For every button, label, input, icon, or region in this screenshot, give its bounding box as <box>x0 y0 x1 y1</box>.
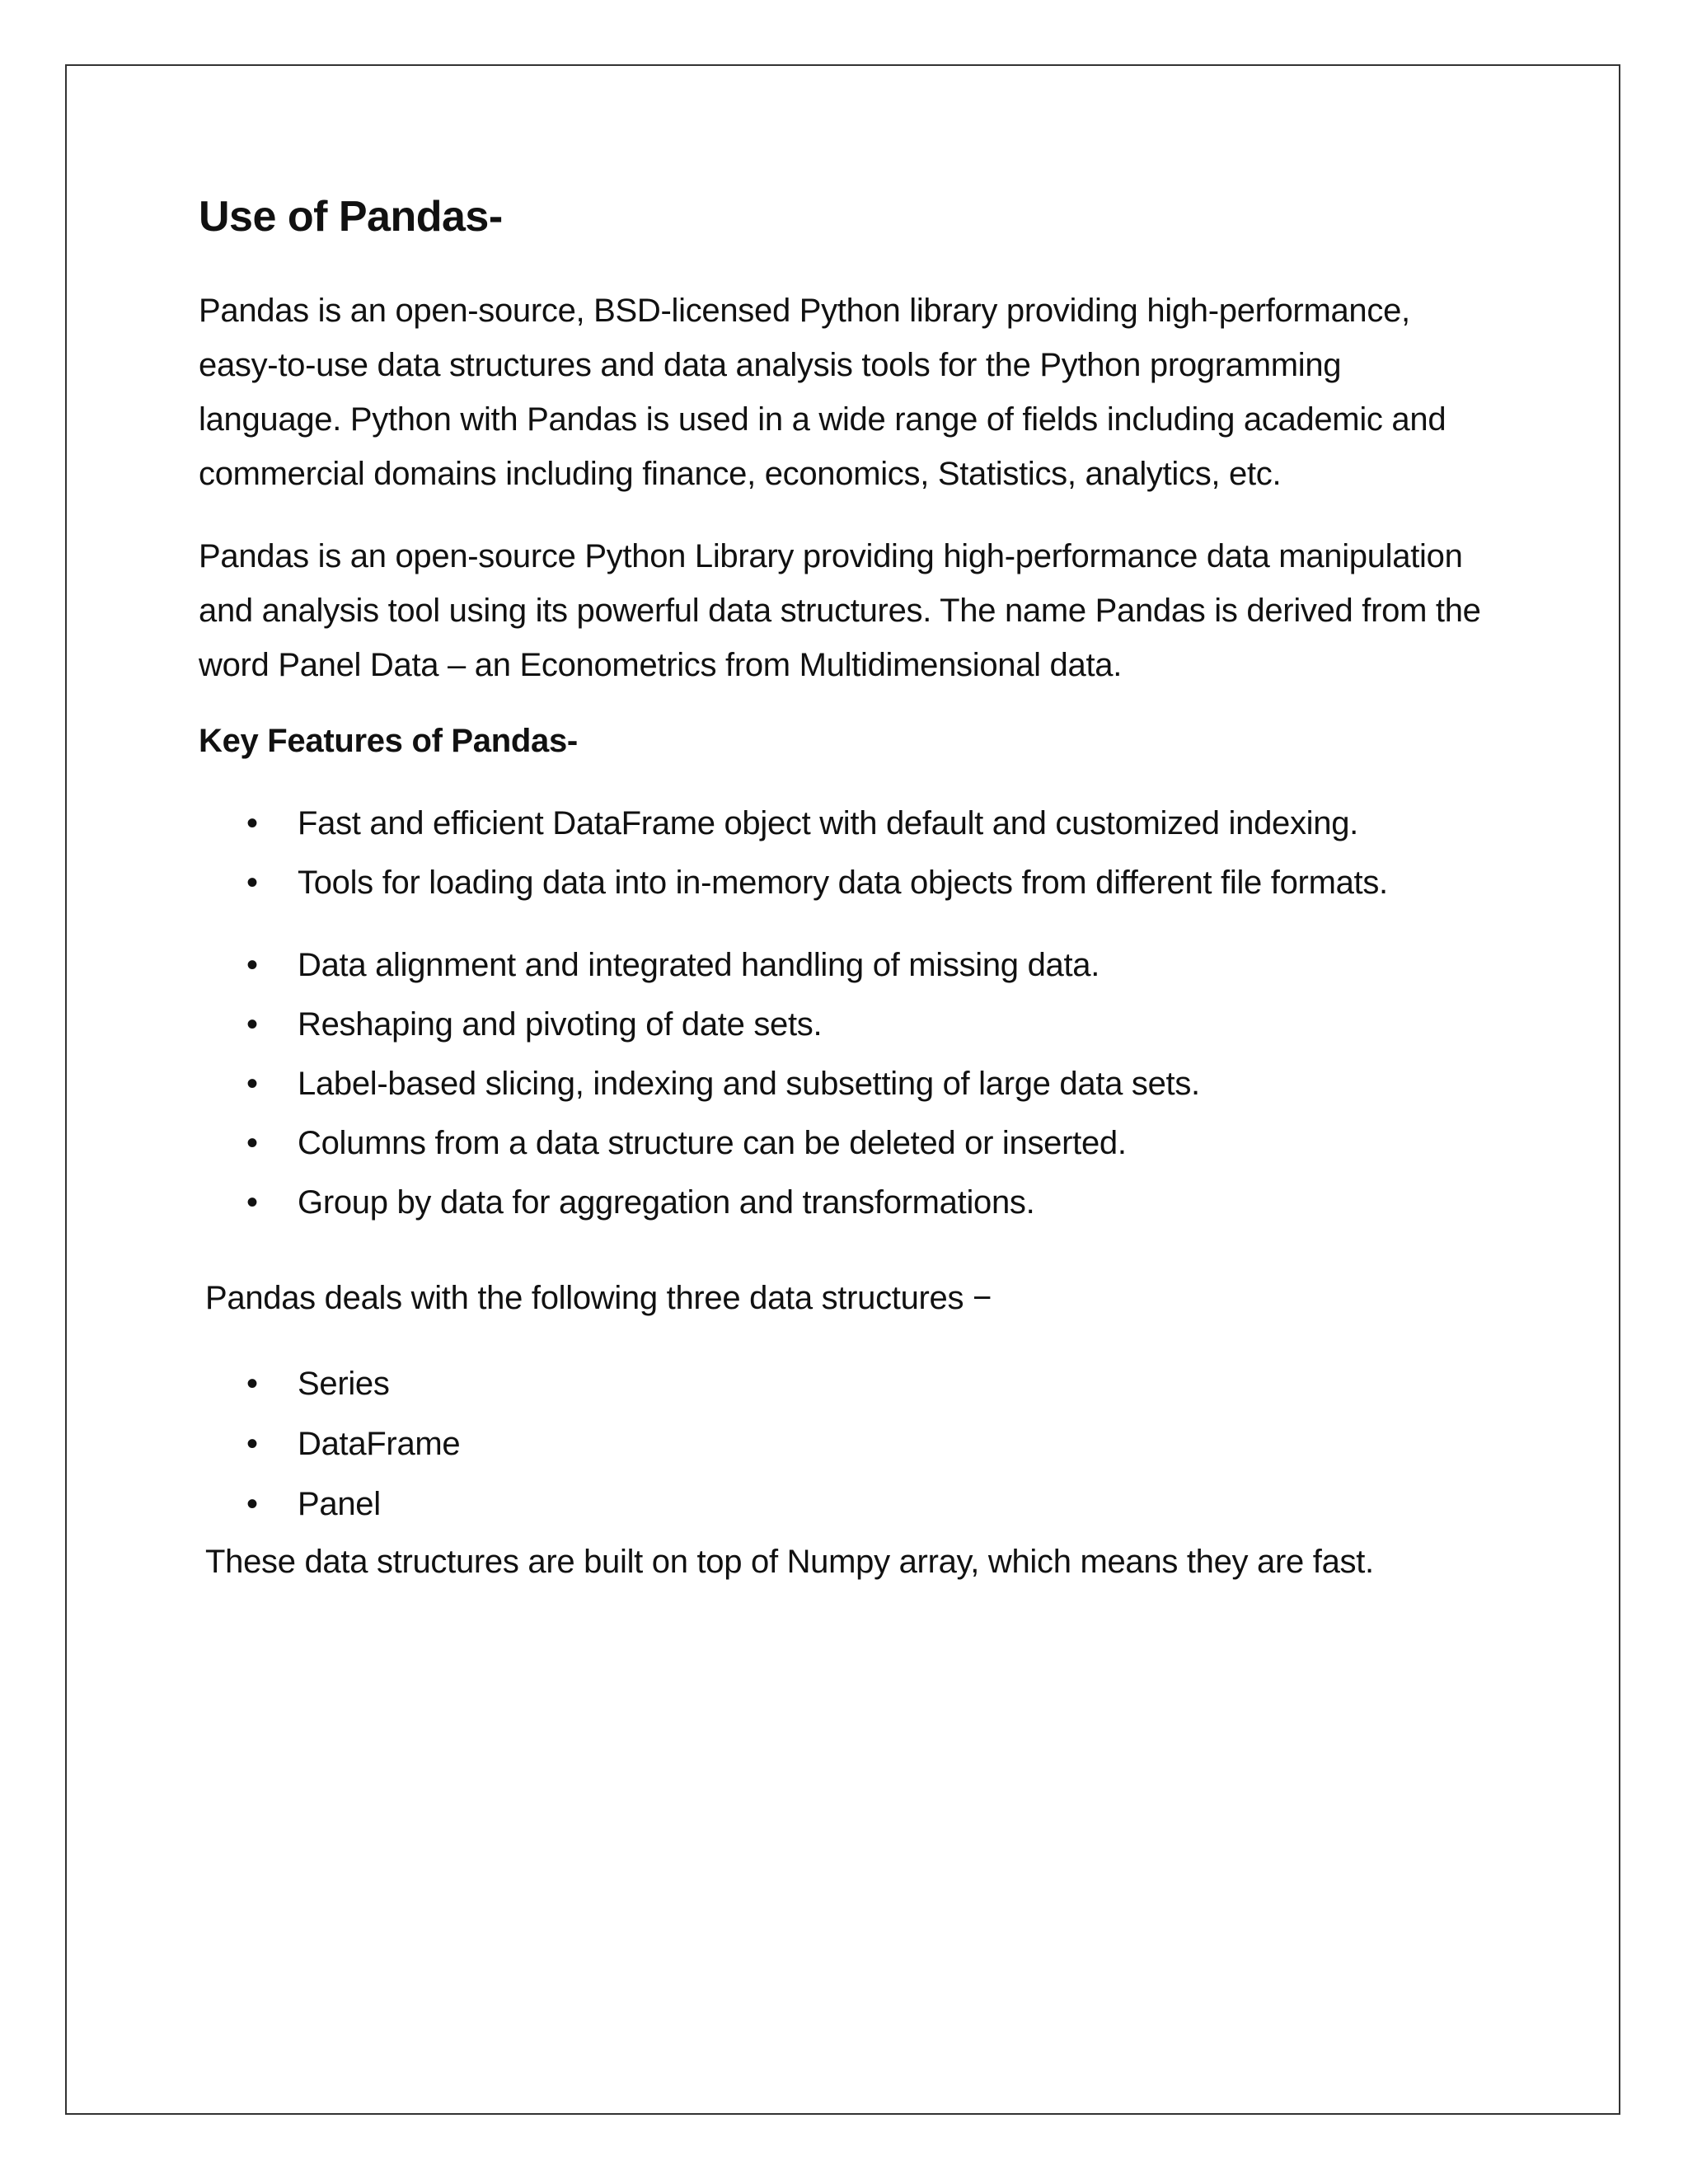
structures-list <box>199 1357 1484 1531</box>
list-item: • Panel <box>199 1477 1484 1531</box>
bullet-icon: • <box>246 1006 258 1043</box>
list-item: • Fast and efficient DataFrame object with default and customized indexing. <box>199 796 1484 851</box>
bullet-icon: • <box>246 1184 258 1221</box>
bullet-icon: • <box>246 947 258 984</box>
bullet-icon: • <box>246 1486 258 1523</box>
list-item: • Columns from a data structure can be deleted or inserted. <box>199 1116 1484 1170</box>
paragraph-name-origin: Pandas is an open-source Python Library providing high-performance data manipulation and analysis tool using its powerful data structures. The name Pandas is derived from the word Panel Data – an Econometrics from Multidimensional data. <box>199 538 1481 684</box>
list-item: • Data alignment and integrated handling of missing data. <box>199 938 1484 992</box>
list-item: • DataFrame <box>199 1417 1484 1471</box>
bullet-icon: • <box>246 1366 258 1403</box>
list-item: • Series <box>199 1357 1484 1411</box>
closing-paragraph: These data structures are built on top of Numpy array, which means they are fast. <box>205 1544 1374 1581</box>
features-heading: Key Features of Pandas- <box>199 723 578 760</box>
bullet-icon: • <box>246 1066 258 1103</box>
list-item: • Label-based slicing, indexing and subsetting of large data sets. <box>199 1057 1484 1111</box>
features-list <box>199 796 1484 1230</box>
page-title: Use of Pandas- <box>199 193 503 241</box>
bullet-icon: • <box>246 805 258 842</box>
paragraph-intro: Pandas is an open-source, BSD-licensed Python library providing high-performance, easy-to-use data structures and data analysis tools for the Python programming language. Python with Pandas is used in a wide range of fields including academic and commercial domains including finance, economics, Statistics, analytics, etc. <box>199 293 1447 493</box>
list-item: • Tools for loading data into in-memory data objects from different file formats. <box>199 855 1484 910</box>
list-item: • Group by data for aggregation and transformations. <box>199 1175 1484 1230</box>
list-item: • Reshaping and pivoting of date sets. <box>199 997 1484 1052</box>
structures-intro: Pandas deals with the following three data structures − <box>205 1280 992 1317</box>
bullet-icon: • <box>246 1125 258 1162</box>
bullet-icon: • <box>246 1426 258 1463</box>
document-body <box>199 191 1484 1586</box>
bullet-icon: • <box>246 865 258 902</box>
